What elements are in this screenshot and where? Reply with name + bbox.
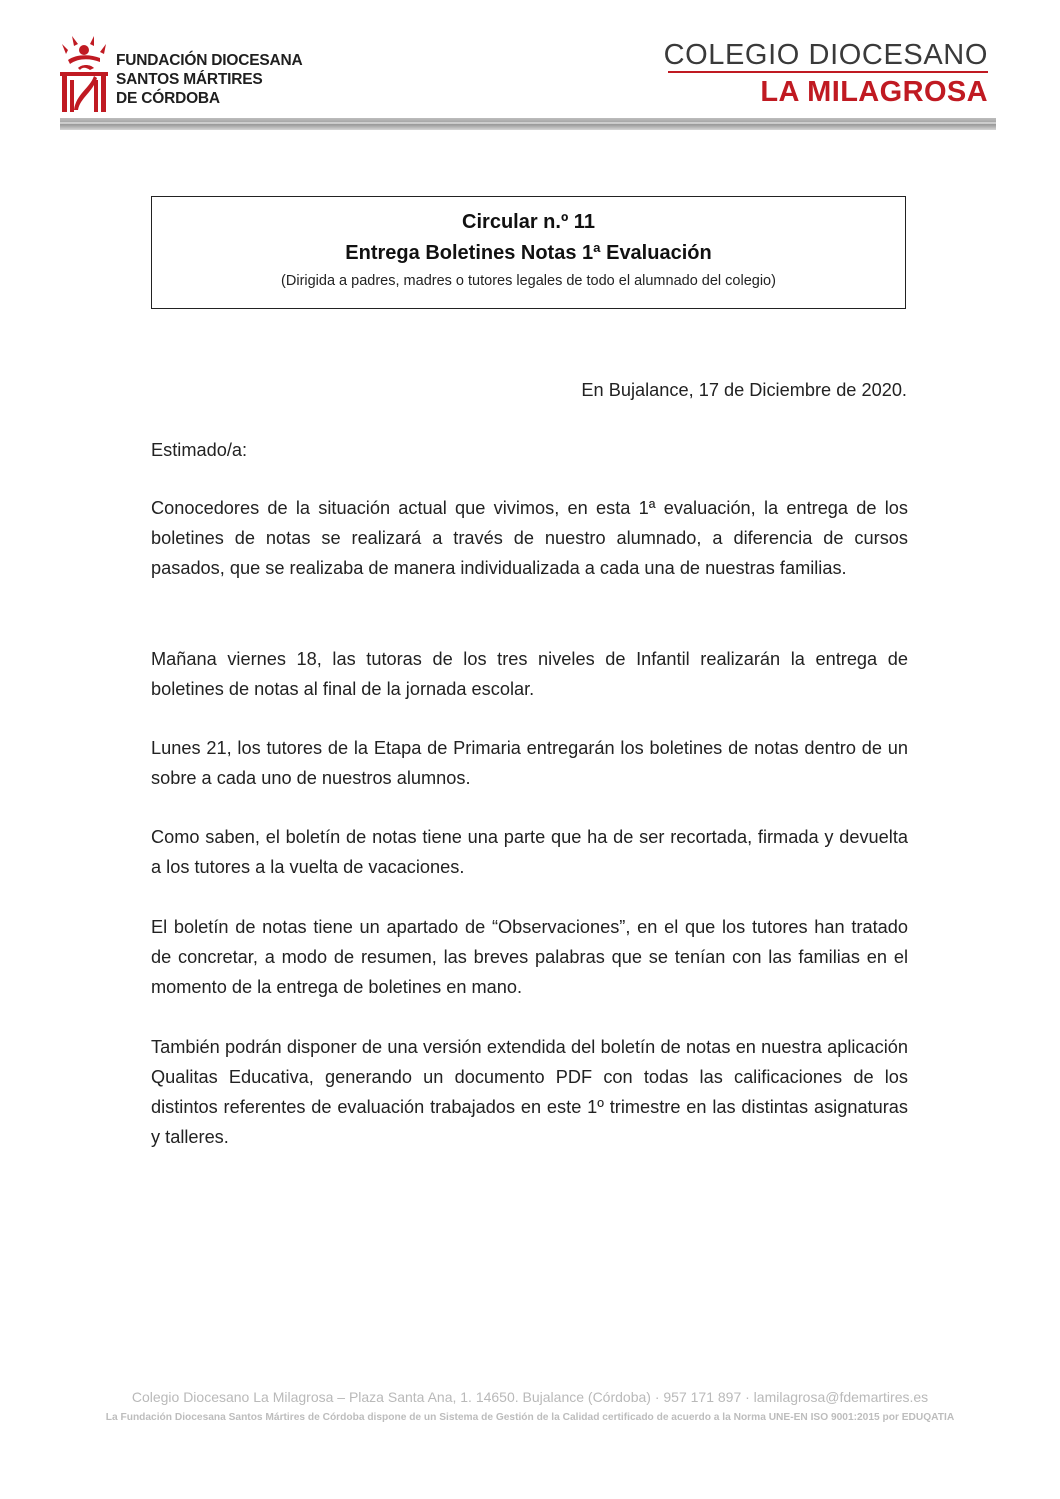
- paragraph-6: También podrán disponer de una versión extendida del boletín de notas en nuestra aplicación Qualitas Educativa, generando un documento PDF con todas las calificaciones de los distintos referentes de evaluación trabajados en este 1º trimestre en las distintas asignaturas y talleres.: [151, 1037, 908, 1147]
- letter-paragraph: [151, 644, 908, 704]
- foundation-logo: [60, 36, 303, 114]
- foundation-line-2: SANTOS MÁRTIRES: [116, 71, 263, 88]
- letter-paragraph: [151, 1032, 908, 1152]
- paragraph-2: Mañana viernes 18, las tutoras de los tres niveles de Infantil realizarán la entrega de boletines de notas al final de la jornada escolar.: [151, 649, 908, 699]
- letter-paragraph: [151, 733, 908, 793]
- letter-date: En Bujalance, 17 de Diciembre de 2020.: [581, 380, 907, 400]
- foundation-name: [116, 51, 303, 108]
- letter-paragraph: [151, 822, 908, 882]
- circular-subject: Entrega Boletines Notas 1ª Evaluación: [345, 242, 712, 264]
- school-name-line-1: COLEGIO DIOCESANO: [663, 39, 988, 71]
- letter-paragraph: [151, 912, 908, 1002]
- paragraph-3: Lunes 21, los tutores de la Etapa de Primaria entregarán los boletines de notas dentro de un sobre a cada uno de nuestros alumnos.: [151, 738, 908, 788]
- header-divider: [60, 118, 996, 130]
- circular-number: Circular n.º 11: [462, 211, 595, 233]
- paragraph-1: Conocedores de la situación actual que vivimos, en esta 1ª evaluación, la entrega de los boletines de notas se realizará a través de nuestro alumnado, a diferencia de cursos pasados, que se realizaba de manera individualizada a cada una de nuestras familias.: [151, 498, 908, 578]
- circular-title-box: [151, 196, 906, 309]
- footer-quality-note: La Fundación Diocesana Santos Mártires de Córdoba dispone de un Sistema de Gestión de la Calidad certificado de acuerdo a la Norma UNE-EN ISO 9001:2015 por EDUQATIA: [105, 1412, 955, 1423]
- school-name-line-2: LA MILAGROSA: [760, 76, 988, 108]
- paragraph-4: Como saben, el boletín de notas tiene una parte que ha de ser recortada, firmada y devuelta a los tutores a la vuelta de vacaciones.: [151, 827, 908, 877]
- letter-paragraph: [151, 493, 908, 583]
- footer-address: Colegio Diocesano La Milagrosa – Plaza Santa Ana, 1. 14650. Bujalance (Córdoba) · 957 171 897 · lamilagrosa@fdemartires.es: [131, 1389, 929, 1405]
- paragraph-5: El boletín de notas tiene un apartado de “Observaciones”, en el que los tutores han tratado de concretar, a modo de resumen, las breves palabras que se tenían con las familias en el momento de la entrega de boletines en mano.: [151, 917, 908, 997]
- circular-audience: (Dirigida a padres, madres o tutores legales de todo el alumnado del colegio): [281, 273, 776, 289]
- foundation-line-1: FUNDACIÓN DIOCESANA: [116, 52, 303, 69]
- school-logo-rule: [668, 71, 988, 73]
- foundation-emblem-icon: [60, 36, 108, 114]
- letter-greeting: Estimado/a:: [151, 440, 248, 460]
- school-logo: [664, 40, 988, 108]
- foundation-line-3: DE CÓRDOBA: [116, 90, 220, 107]
